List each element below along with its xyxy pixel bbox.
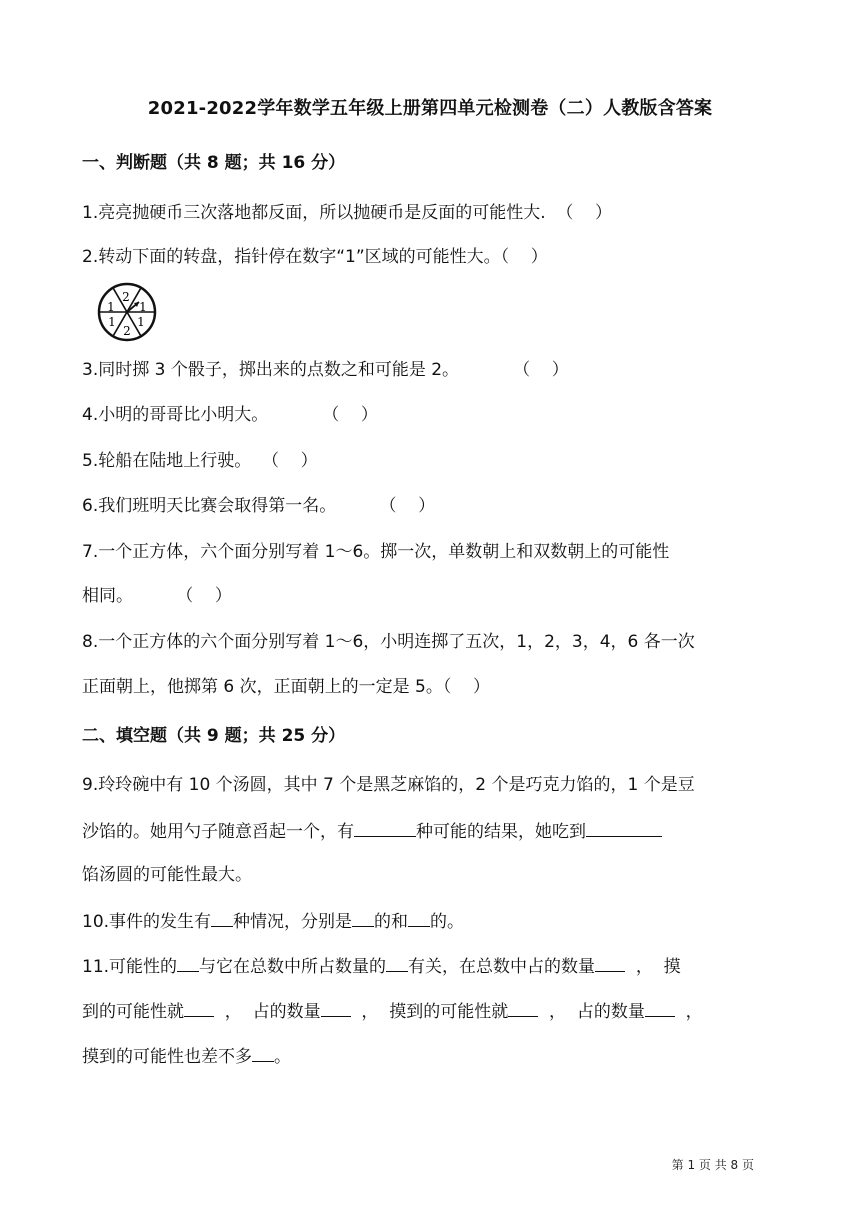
question-11-line-1 [82, 953, 681, 979]
question-9-line-2 [82, 818, 662, 844]
answer-blank[interactable] [184, 998, 214, 1017]
answer-blank[interactable] [386, 953, 408, 972]
question-3: 3.同时掷 3 个骰子，掷出来的点数之和可能是 2。 （ ） [82, 360, 569, 380]
question-7-line-2: 相同。 （ ） [82, 586, 232, 606]
q11-l2-text-b: ， 占的数量 [214, 1002, 321, 1022]
q11-l3-text-a: 摸到的可能性也差不多 [82, 1047, 252, 1067]
page-title: 2021-2022学年数学五年级上册第四单元检测卷（二）人教版含答案 [147, 98, 713, 119]
answer-blank[interactable] [354, 818, 416, 837]
q11-l2-text-e: ， [674, 1002, 703, 1022]
question-11-line-3 [82, 1043, 291, 1069]
q11-text-a: 11.可能性的 [82, 957, 178, 977]
q11-l2-text-c: ， 摸到的可能性就 [350, 1002, 509, 1022]
question-9-line-3: 馅汤圆的可能性最大。 [82, 865, 252, 885]
question-8-line-2: 正面朝上，他掷第 6 次，正面朝上的一定是 5。（ ） [82, 677, 490, 697]
spinner-number: 1 [107, 300, 115, 314]
answer-blank[interactable] [252, 1043, 274, 1062]
q11-l3-text-b: 。 [274, 1047, 291, 1067]
answer-blank[interactable] [595, 953, 625, 972]
q11-l2-text-d: ， 占的数量 [538, 1002, 645, 1022]
answer-blank[interactable] [211, 908, 233, 927]
spinner-number: 2 [122, 290, 130, 304]
question-9-line-1: 9.玲玲碗中有 10 个汤圆，其中 7 个是黑芝麻馅的，2 个是巧克力馅的，1 个是豆 [82, 775, 695, 795]
question-11-line-2 [82, 998, 703, 1024]
question-5: 5.轮船在陆地上行驶。 （ ） [82, 451, 318, 471]
question-4: 4.小明的哥哥比小明大。 （ ） [82, 405, 378, 425]
q11-l2-text-a: 到的可能性就 [82, 1002, 184, 1022]
answer-blank[interactable] [352, 908, 374, 927]
spinner-wheel-icon [93, 282, 161, 342]
q11-text-b: 与它在总数中所占数量的 [199, 957, 387, 977]
question-10 [82, 908, 464, 934]
q10-text-b: 种情况，分别是 [233, 912, 353, 932]
answer-blank[interactable] [321, 998, 351, 1017]
answer-blank[interactable] [177, 953, 199, 972]
spinner-number: 2 [123, 324, 131, 338]
answer-blank[interactable] [586, 818, 662, 837]
question-6: 6.我们班明天比赛会取得第一名。 （ ） [82, 496, 436, 516]
q9-text-b: 种可能的结果，她吃到 [416, 822, 586, 842]
q10-text-c: 的和 [374, 912, 409, 932]
page-number: 第 1 页 共 8 页 [671, 1158, 754, 1172]
question-8-line-1: 8.一个正方体的六个面分别写着 1～6，小明连掷了五次，1，2，3，4，6 各一次 [82, 632, 695, 652]
question-7-line-1: 7.一个正方体，六个面分别写着 1～6。掷一次，单数朝上和双数朝上的可能性 [82, 542, 670, 562]
spinner-number: 1 [139, 300, 147, 314]
q11-text-d: ， 摸 [625, 957, 681, 977]
question-1: 1.亮亮抛硬币三次落地都反面，所以抛硬币是反面的可能性大. （ ） [82, 203, 613, 223]
spinner-number: 1 [108, 315, 116, 329]
question-2: 2.转动下面的转盘，指针停在数字“1”区域的可能性大。（ ） [82, 247, 548, 267]
q10-text-a: 10.事件的发生有 [82, 912, 212, 932]
answer-blank[interactable] [408, 908, 430, 927]
section-heading-fill-in: 二、填空题（共 9 题；共 25 分） [82, 726, 346, 746]
section-heading-judgement: 一、判断题（共 8 题；共 16 分） [82, 153, 346, 173]
spinner-number: 1 [137, 315, 145, 329]
q10-text-d: 的。 [430, 912, 465, 932]
answer-blank[interactable] [508, 998, 538, 1017]
q9-text-a: 沙馅的。她用勺子随意舀起一个，有 [82, 822, 354, 842]
q11-text-c: 有关，在总数中占的数量 [408, 957, 596, 977]
answer-blank[interactable] [645, 998, 675, 1017]
